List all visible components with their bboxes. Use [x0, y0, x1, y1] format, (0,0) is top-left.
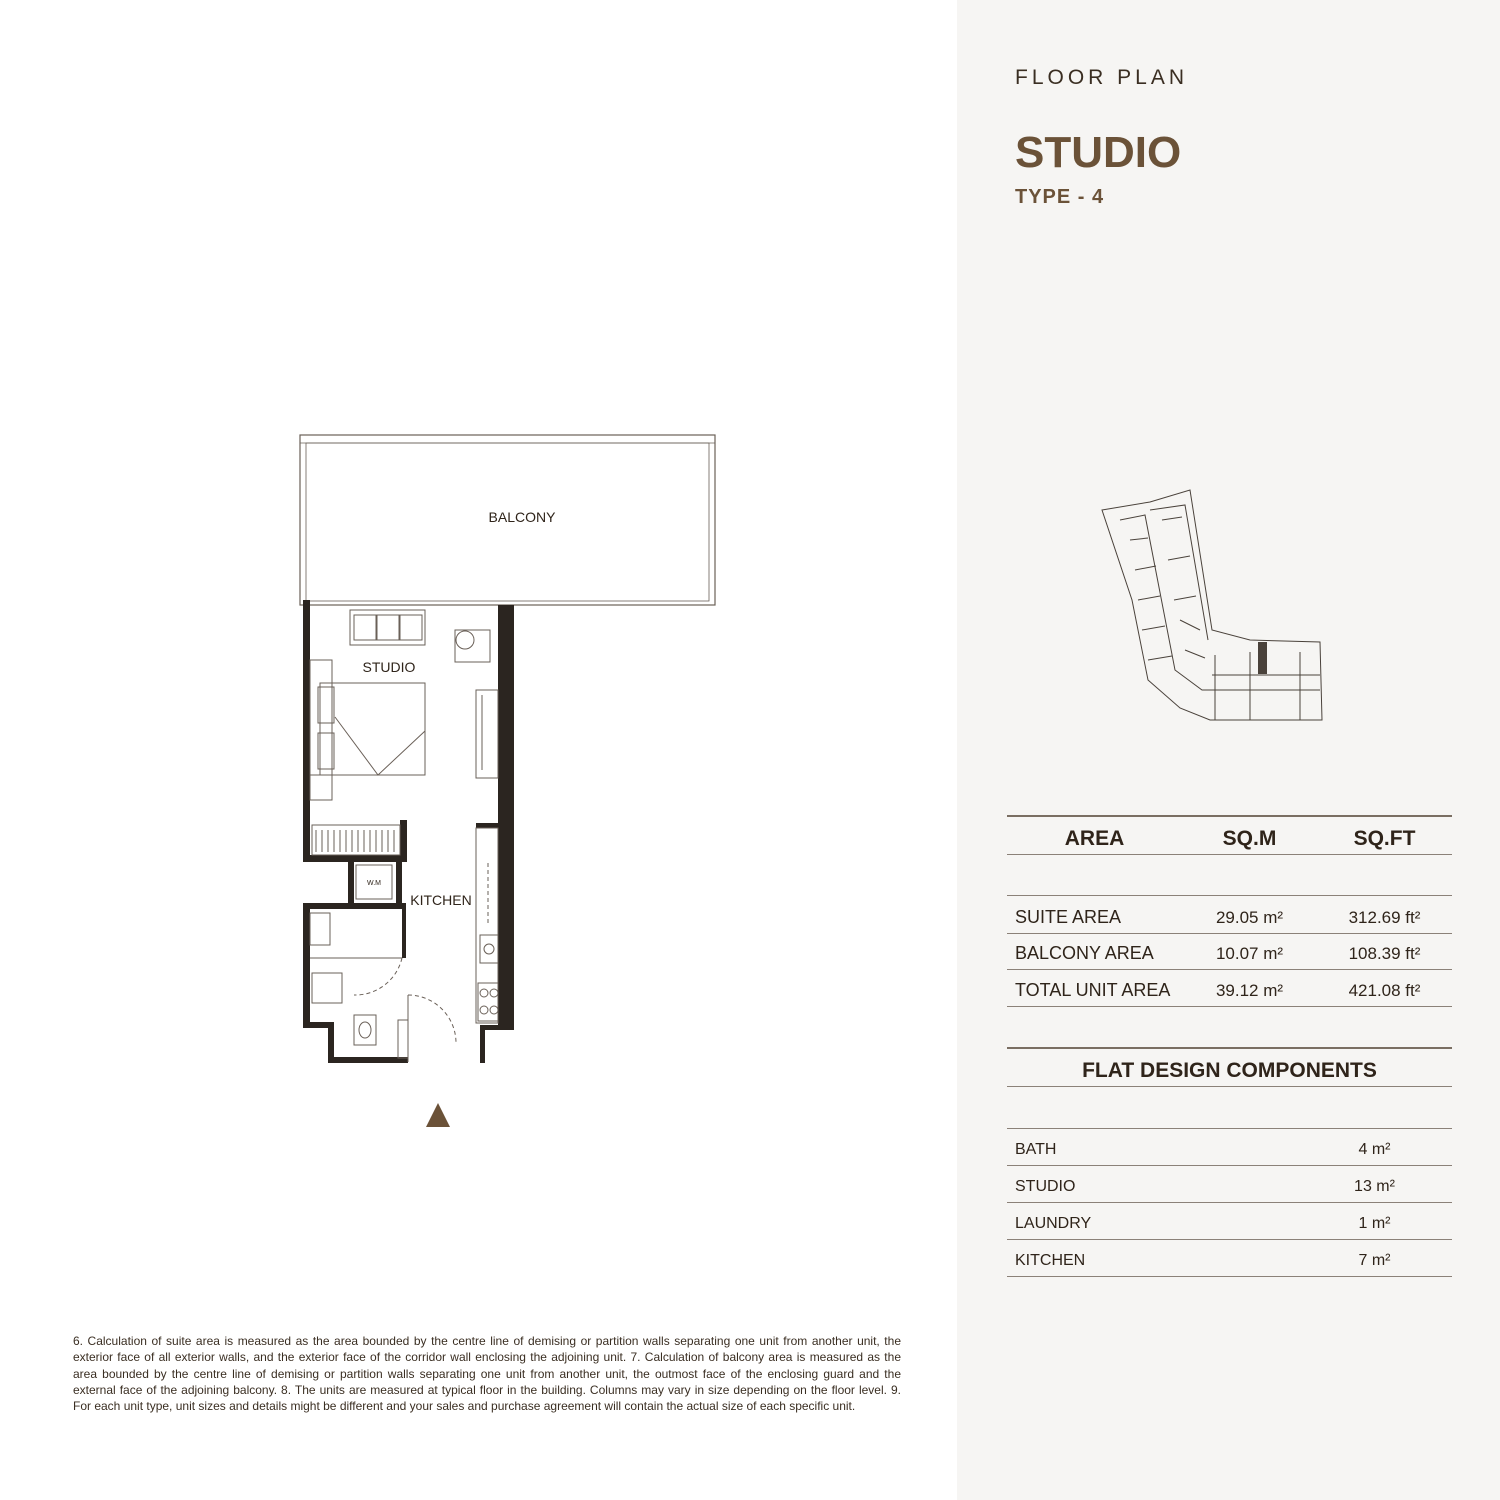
table-row-sqft: 421.08 ft²	[1348, 981, 1421, 1000]
disclaimer-footnote: 6. Calculation of suite area is measured as the area bounded by the centre line of demising or partition walls separating one unit from another unit, the exterior face of all exterior walls, and the exterior face of the corridor wall enclosing the adjoining unit. 7. Calculation of balcony area is measured as the area bounded by the centre line of demising or partition walls separating one unit from another unit, the outmost face of the enclosing guard and the external face of the adjoining balcony. 8. The units are measured at typical floor in the building. Columns may vary in size depending on the floor level. 9. For each unit type, unit sizes and details might be different and your sales and purchase agreement will contain the actual size of each specific unit.	[73, 1334, 901, 1414]
list-item-value: 13 m²	[1354, 1178, 1395, 1195]
list-item-value: 7 m²	[1358, 1252, 1391, 1269]
components-title: FLAT DESIGN COMPONENTS	[1082, 1059, 1377, 1082]
washing-machine-label: W.M	[367, 880, 381, 887]
sqft-header: SQ.FT	[1353, 827, 1416, 850]
balcony-label: BALCONY	[488, 509, 556, 525]
unit-highlight	[1258, 642, 1267, 674]
area-header: AREA	[1064, 827, 1125, 850]
table-row-label: BALCONY AREA	[1015, 943, 1154, 963]
list-item-value: 1 m²	[1358, 1215, 1391, 1232]
unit-title: STUDIO	[1015, 128, 1182, 177]
sqm-header: SQ.M	[1222, 827, 1277, 850]
table-row-sqm: 10.07 m²	[1215, 944, 1284, 963]
table-row-sqm: 39.12 m²	[1215, 981, 1284, 1000]
balcony-area	[300, 435, 715, 605]
table-row-sqft: 312.69 ft²	[1348, 908, 1421, 927]
list-item-label: BATH	[1015, 1141, 1057, 1158]
list-item-label: LAUNDRY	[1015, 1215, 1092, 1232]
table-row-label: TOTAL UNIT AREA	[1015, 980, 1171, 1000]
table-row-label: SUITE AREA	[1015, 907, 1122, 927]
section-eyebrow: FLOOR PLAN	[1015, 66, 1189, 89]
unit-type: TYPE - 4	[1015, 186, 1105, 208]
studio-label: STUDIO	[362, 659, 416, 675]
entrance-arrow-icon	[426, 1103, 450, 1127]
kitchen-label: KITCHEN	[410, 892, 472, 908]
list-item-label: STUDIO	[1015, 1178, 1076, 1195]
list-item-label: KITCHEN	[1015, 1252, 1086, 1269]
table-row-sqm: 29.05 m²	[1215, 908, 1284, 927]
floor-plan-drawing	[290, 425, 730, 1135]
table-row-sqft: 108.39 ft²	[1348, 944, 1421, 963]
components-table	[1007, 1047, 1452, 1277]
area-table	[1007, 815, 1452, 1010]
list-item-value: 4 m²	[1358, 1141, 1391, 1158]
key-plan-drawing	[1090, 480, 1335, 730]
